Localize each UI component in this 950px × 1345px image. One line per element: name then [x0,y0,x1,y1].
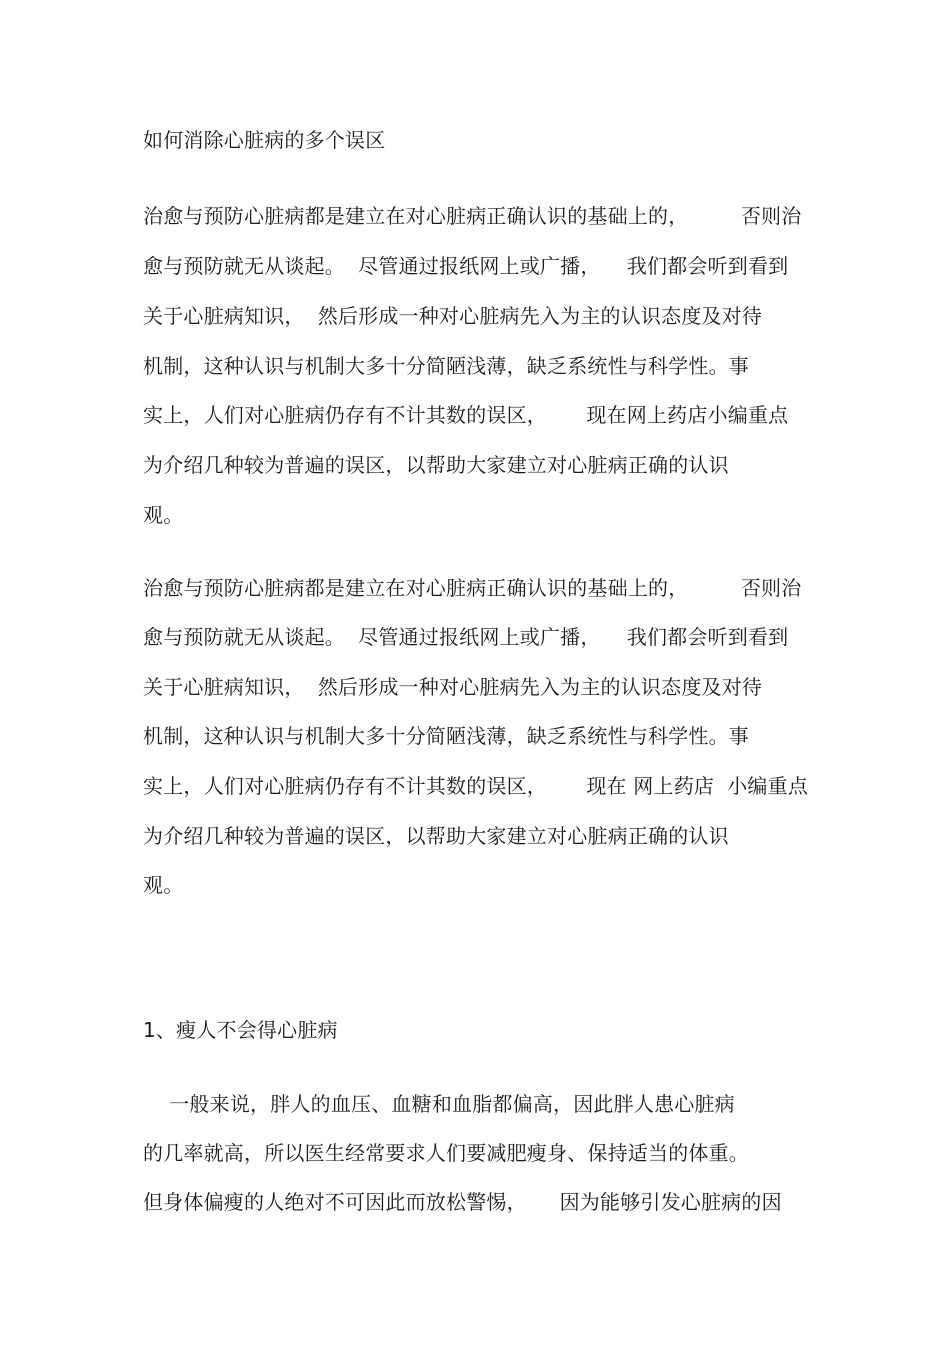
section-heading: 1、瘦人不会得心脏病 [143,1018,338,1042]
paragraph-line: 一般来说，胖人的血压、血糖和血脂都偏高，因此胖人患心脏病 [143,1092,735,1116]
paragraph-line: 观。 [143,503,184,527]
paragraph-line: 实上，人们对心脏病仍存有不计其数的误区， 现在 网上药店 小编重点 [143,774,809,798]
paragraph-line: 实上，人们对心脏病仍存有不计其数的误区， 现在网上药店小编重点 [143,403,789,427]
paragraph-line: 治愈与预防心脏病都是建立在对心脏病正确认识的基础上的， 否则治 [143,204,802,228]
paragraph-line: 愈与预防就无从谈起。 尽管通过报纸网上或广播， 我们都会听到看到 [143,625,789,649]
paragraph-line: 关于心脏病知识， 然后形成一种对心脏病先入为主的认识态度及对待 [143,304,763,328]
paragraph-line: 但身体偏瘦的人绝对不可因此而放松警惕， 因为能够引发心脏病的因 [143,1190,782,1214]
document-title: 如何消除心脏病的多个误区 [143,128,386,152]
paragraph-line: 为介绍几种较为普遍的误区，以帮助大家建立对心脏病正确的认识 [143,824,729,848]
paragraph-line: 治愈与预防心脏病都是建立在对心脏病正确认识的基础上的， 否则治 [143,576,802,600]
paragraph-line: 关于心脏病知识， 然后形成一种对心脏病先入为主的认识态度及对待 [143,675,763,699]
paragraph-line: 机制，这种认识与机制大多十分简陋浅薄，缺乏系统性与科学性。事 [143,354,749,378]
paragraph-line: 观。 [143,873,184,897]
paragraph-line: 愈与预防就无从谈起。 尽管通过报纸网上或广播， 我们都会听到看到 [143,254,789,278]
paragraph-line: 为介绍几种较为普遍的误区，以帮助大家建立对心脏病正确的认识 [143,453,729,477]
paragraph-line: 的几率就高，所以医生经常要求人们要减肥瘦身、保持适当的体重。 [143,1141,749,1165]
paragraph-line: 机制，这种认识与机制大多十分简陋浅薄，缺乏系统性与科学性。事 [143,724,749,748]
